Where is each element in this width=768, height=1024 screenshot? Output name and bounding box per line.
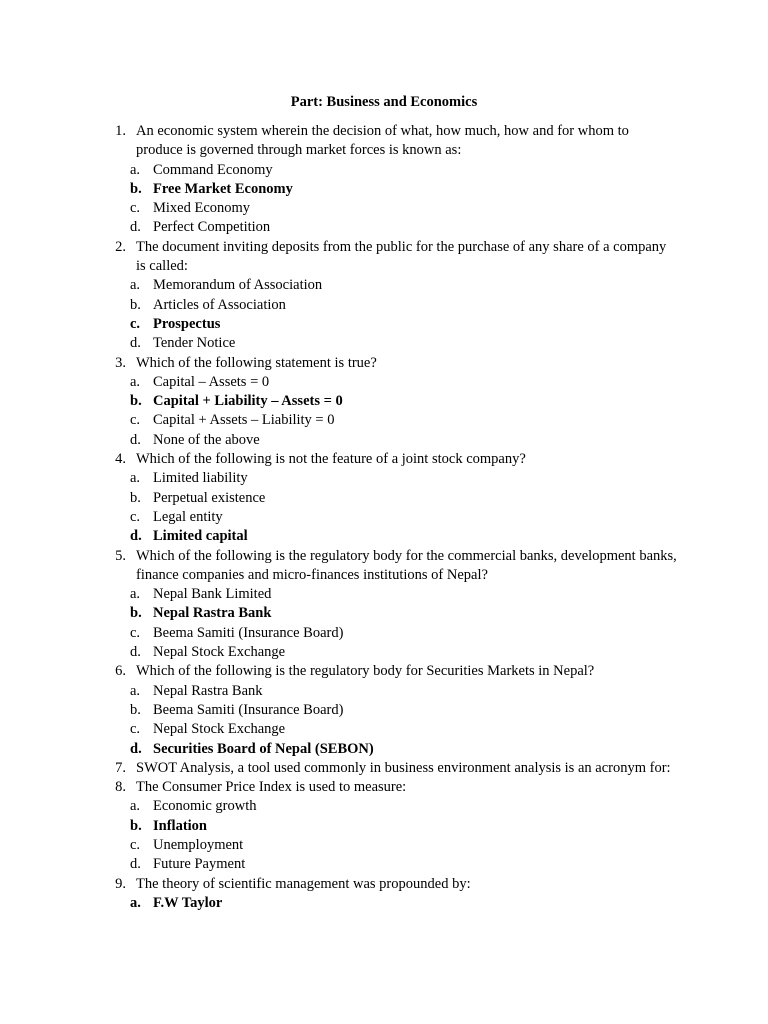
question-number: 1. [115,123,126,139]
option-letter: a. [130,682,141,699]
answer-option [108,855,678,874]
answer-option [108,585,678,604]
question-item [108,238,678,277]
option-letter: a. [130,470,141,487]
answer-option-correct [108,740,678,759]
option-letter: d. [130,528,142,545]
option-letter: a. [130,798,141,815]
answer-option [108,624,678,643]
option-text: Command Economy [153,161,273,178]
question-number: 7. [115,759,126,776]
option-text: Capital + Assets – Liability = 0 [153,412,335,429]
question-text: The document inviting deposits from the public for the purchase of any share of a company is called: [136,238,667,275]
question-number: 2. [115,238,126,255]
option-text: None of the above [153,431,260,448]
option-letter: a. [130,161,141,178]
option-text: Economic growth [153,798,257,815]
question-number: 6. [115,663,126,680]
option-letter: d. [130,219,141,236]
option-letter: c. [130,200,141,217]
option-letter: c. [130,624,141,641]
answer-option [108,682,678,701]
option-text: F.W Taylor [153,894,223,911]
option-letter: b. [130,605,142,622]
question-text: Which of the following statement is true? [136,354,377,371]
option-text: Securities Board of Nepal (SEBON) [153,740,374,757]
option-letter: b. [130,393,142,410]
answer-option [108,469,678,488]
answer-option [108,836,678,855]
answer-option [108,296,678,315]
option-letter: d. [130,856,141,873]
answer-option [108,431,678,450]
option-text: Capital + Liability – Assets = 0 [153,393,343,410]
option-letter: a. [130,277,141,294]
option-text: Mixed Economy [153,200,251,217]
option-letter: d. [130,740,142,757]
option-text: Limited capital [153,528,248,545]
option-text: Free Market Economy [153,180,293,197]
question-text: An economic system wherein the decision of what, how much, how and for whom to produce is governed through market forces is known as: [136,123,629,159]
option-text: Tender Notice [153,335,236,352]
option-letter: a. [130,373,141,390]
option-text: Unemployment [153,836,244,853]
option-letter: c. [130,836,141,853]
answer-option-correct [108,180,678,199]
option-list [108,585,678,662]
answer-option-correct [108,527,678,546]
question-list [108,122,678,913]
option-letter: d. [130,644,141,661]
option-text: Nepal Rastra Bank [153,605,272,622]
option-letter: b. [130,817,142,834]
option-text: Future Payment [153,856,246,873]
answer-option [108,643,678,662]
question-item [108,122,678,161]
page-title: Part: Business and Economics [290,94,478,110]
option-letter: a. [130,586,141,603]
option-letter: c. [130,412,141,429]
option-list [108,373,678,450]
option-text: Legal entity [153,508,223,525]
answer-option [108,411,678,430]
option-text: Limited liability [153,470,248,487]
answer-option [108,276,678,295]
option-text: Nepal Bank Limited [153,586,272,603]
option-list [108,682,678,759]
option-text: Perpetual existence [153,489,266,506]
question-number: 9. [115,875,126,892]
option-text: Memorandum of Association [153,277,323,294]
option-text: Articles of Association [153,296,286,313]
option-list [108,797,678,874]
option-letter: b. [130,701,141,718]
answer-option [108,218,678,237]
question-item [108,547,678,586]
question-item [108,778,678,797]
option-text: Nepal Stock Exchange [153,644,286,661]
question-number: 4. [115,451,126,468]
option-text: Perfect Competition [153,219,271,236]
question-text: Which of the following is the regulatory body for the commercial banks, development banks, finance companies and micro-finances institutions of Nepal? [136,547,677,583]
option-text: Inflation [153,817,207,834]
option-letter: c. [130,315,141,332]
answer-option-correct [108,894,678,913]
option-letter: c. [130,508,141,525]
question-text: The theory of scientific management was propounded by: [136,875,471,892]
question-number: 5. [115,547,126,564]
option-list [108,894,678,913]
option-letter: a. [130,894,141,911]
question-number: 8. [115,779,126,796]
answer-option [108,489,678,508]
answer-option [108,373,678,392]
option-letter: b. [130,296,141,313]
question-item [108,759,678,778]
question-text: Which of the following is not the feature of a joint stock company? [136,451,526,468]
question-number: 3. [115,354,126,371]
option-list [108,276,678,353]
answer-option [108,334,678,353]
answer-option [108,508,678,527]
option-text: Beema Samiti (Insurance Board) [153,701,344,718]
question-item [108,662,678,681]
answer-option [108,199,678,218]
answer-option-correct [108,315,678,334]
option-letter: b. [130,489,141,506]
answer-option [108,161,678,180]
question-item [108,875,678,894]
option-letter: d. [130,335,141,352]
answer-option-correct [108,392,678,411]
option-list [108,469,678,546]
option-letter: b. [130,180,142,197]
question-item [108,450,678,469]
question-text: SWOT Analysis, a tool used commonly in business environment analysis is an acronym for: [136,759,671,776]
answer-option [108,797,678,816]
question-item [108,354,678,373]
option-list [108,161,678,238]
option-text: Nepal Stock Exchange [153,721,286,738]
option-text: Beema Samiti (Insurance Board) [153,624,344,641]
answer-option-correct [108,604,678,623]
question-text: The Consumer Price Index is used to measure: [136,779,407,796]
option-text: Prospectus [153,315,221,332]
option-text: Nepal Rastra Bank [153,682,263,699]
answer-option [108,701,678,720]
answer-option-correct [108,817,678,836]
option-letter: c. [130,721,141,738]
option-letter: d. [130,431,141,448]
answer-option [108,720,678,739]
option-text: Capital – Assets = 0 [153,373,270,390]
question-text: Which of the following is the regulatory body for Securities Markets in Nepal? [136,663,595,680]
